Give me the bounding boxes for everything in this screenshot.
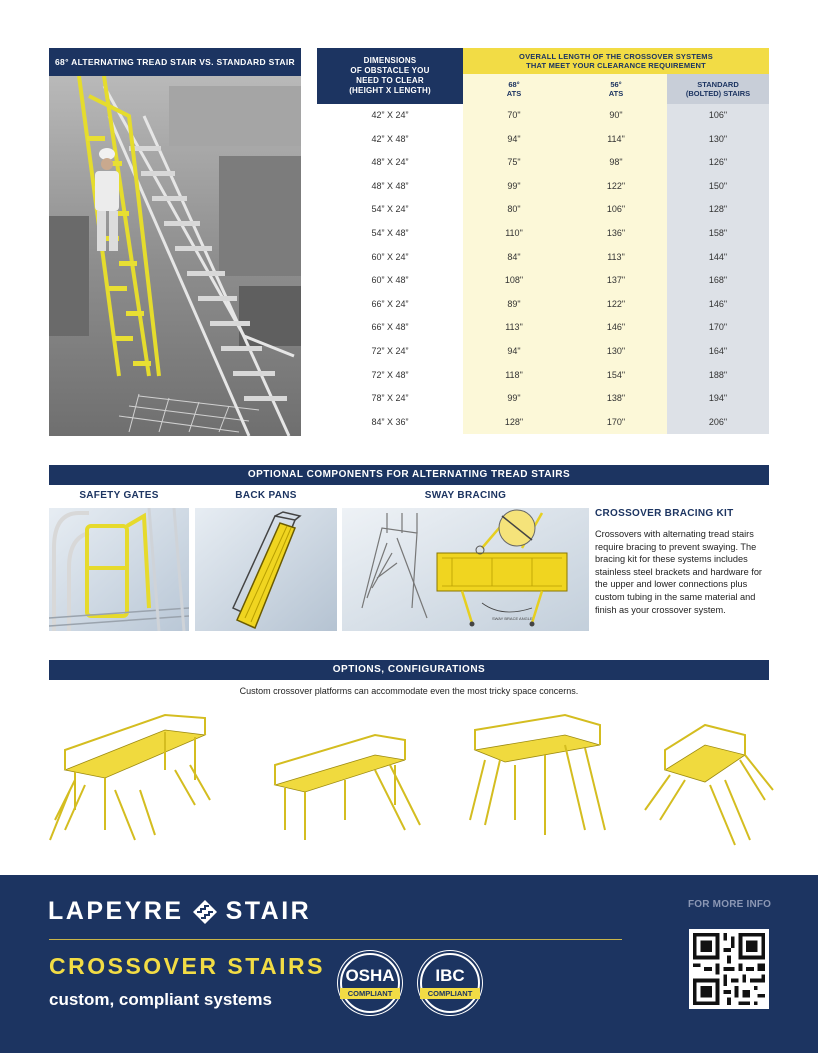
header-line: NEED TO CLEAR	[356, 76, 424, 85]
cell-dimension: 54” X 24”	[317, 198, 463, 222]
back-pans-label: BACK PANS	[235, 490, 297, 501]
cell-56-ats: 146"	[565, 316, 667, 340]
table-header-dimensions	[317, 48, 463, 104]
table-row	[317, 316, 769, 340]
cell-56-ats: 154"	[565, 364, 667, 388]
components-section-bar: OPTIONAL COMPONENTS FOR ALTERNATING TREAD STAIRS	[49, 465, 769, 485]
safety-gates-label: SAFETY GATES	[79, 490, 159, 501]
table-row	[317, 411, 769, 435]
cell-68-ats: 75"	[463, 151, 565, 175]
cell-68-ats: 99"	[463, 175, 565, 199]
header-line: THAT MEET YOUR CLEARANCE REQUIREMENT	[526, 61, 706, 70]
table-row	[317, 364, 769, 388]
cell-standard: 170"	[667, 316, 769, 340]
table-row	[317, 128, 769, 152]
header-line: (HEIGHT X LENGTH)	[349, 86, 431, 95]
header-line: (BOLTED) STAIRS	[685, 89, 751, 98]
footer	[0, 875, 818, 1053]
osha-badge-ribbon: COMPLIANT	[340, 988, 400, 999]
more-info-label: FOR MORE INFO	[688, 899, 772, 910]
cell-standard: 194"	[667, 387, 769, 411]
cell-56-ats: 106"	[565, 198, 667, 222]
cell-standard: 128"	[667, 198, 769, 222]
qr-code[interactable]	[689, 929, 769, 1009]
osha-badge-text: OSHA	[345, 966, 395, 985]
ibc-badge-text: IBC	[435, 966, 465, 985]
cell-68-ats: 128"	[463, 411, 565, 435]
logo-text-left: LAPEYRE	[48, 897, 184, 925]
cell-68-ats: 110"	[463, 222, 565, 246]
table-row	[317, 269, 769, 293]
options-section-bar: OPTIONS, CONFIGURATIONS	[49, 660, 769, 680]
footer-subtitle: custom, compliant systems	[49, 990, 272, 1009]
header-line: DIMENSIONS	[363, 56, 417, 65]
table-body	[317, 104, 769, 434]
osha-compliant-badge	[340, 953, 400, 1013]
crossover-configurations-illustration	[45, 710, 775, 860]
sway-brace-angle-text: SWAY BRACE ANGLE	[492, 616, 533, 621]
table-row	[317, 387, 769, 411]
header-line: 68°	[508, 80, 520, 89]
cell-56-ats: 90"	[565, 104, 667, 128]
cell-56-ats: 136"	[565, 222, 667, 246]
cell-dimension: 54” X 48”	[317, 222, 463, 246]
cell-56-ats: 114"	[565, 128, 667, 152]
cell-68-ats: 94"	[463, 128, 565, 152]
back-pans-image	[195, 508, 337, 631]
cell-standard: 146"	[667, 293, 769, 317]
logo-text-right: STAIR	[225, 897, 312, 925]
table-row	[317, 175, 769, 199]
clearance-table	[317, 48, 769, 435]
header-line: 56°	[610, 80, 622, 89]
bracing-kit-title: CROSSOVER BRACING KIT	[595, 508, 734, 519]
cell-dimension: 72” X 24”	[317, 340, 463, 364]
cell-56-ats: 137"	[565, 269, 667, 293]
table-row	[317, 151, 769, 175]
cell-standard: 158"	[667, 222, 769, 246]
lapeyre-stair-logo	[48, 897, 311, 926]
cell-dimension: 78” X 24”	[317, 387, 463, 411]
cell-standard: 206"	[667, 411, 769, 435]
stair-photo-illustration	[49, 76, 301, 436]
sway-bracing-label: SWAY BRACING	[424, 490, 507, 501]
cell-68-ats: 113"	[463, 316, 565, 340]
footer-title: CROSSOVER STAIRS	[49, 953, 325, 979]
table-row	[317, 246, 769, 270]
table-row	[317, 104, 769, 128]
table-header-68-ats	[463, 74, 565, 104]
cell-standard: 144"	[667, 246, 769, 270]
cell-68-ats: 94"	[463, 340, 565, 364]
footer-divider	[49, 939, 622, 940]
cell-56-ats: 113"	[565, 246, 667, 270]
table-header-56-ats	[565, 74, 667, 104]
cell-68-ats: 80"	[463, 198, 565, 222]
cell-dimension: 60” X 48”	[317, 269, 463, 293]
table-row	[317, 293, 769, 317]
cell-standard: 126"	[667, 151, 769, 175]
photo-header: 68° ALTERNATING TREAD STAIR VS. STANDARD STAIR	[49, 48, 301, 76]
header-line: OF OBSTACLE YOU	[350, 66, 430, 75]
stair-comparison-photo	[49, 48, 301, 436]
header-line: STANDARD	[697, 80, 739, 89]
cell-56-ats: 138"	[565, 387, 667, 411]
cell-standard: 168"	[667, 269, 769, 293]
cell-dimension: 66” X 48”	[317, 316, 463, 340]
cell-dimension: 42” X 24”	[317, 104, 463, 128]
stair-logo-icon	[192, 899, 218, 925]
cell-dimension: 60” X 24”	[317, 246, 463, 270]
cell-standard: 150"	[667, 175, 769, 199]
table-header-overall-length	[463, 48, 769, 74]
cell-standard: 106"	[667, 104, 769, 128]
header-line: OVERALL LENGTH OF THE CROSSOVER SYSTEMS	[519, 52, 713, 61]
safety-gates-image	[49, 508, 189, 631]
cell-dimension: 42” X 48”	[317, 128, 463, 152]
table-row	[317, 222, 769, 246]
cell-dimension: 72” X 48”	[317, 364, 463, 388]
cell-dimension: 66” X 24”	[317, 293, 463, 317]
ibc-badge-ribbon: COMPLIANT	[420, 988, 480, 999]
cell-68-ats: 89"	[463, 293, 565, 317]
cell-dimension: 48” X 24”	[317, 151, 463, 175]
cell-68-ats: 70"	[463, 104, 565, 128]
cell-56-ats: 98"	[565, 151, 667, 175]
bracing-kit-description: Crossovers with alternating tread stairs require bracing to prevent swaying. The bracing kit for these systems includes stainless steel brackets and hardware for the upper and lower connections plus custom tubing in the same material and finish as your crossover system.	[595, 529, 762, 615]
cell-56-ats: 122"	[565, 175, 667, 199]
options-subtitle: Custom crossover platforms can accommodate even the most tricky space concerns.	[239, 686, 579, 696]
table-row	[317, 198, 769, 222]
ibc-compliant-badge	[420, 953, 480, 1013]
cell-standard: 188"	[667, 364, 769, 388]
header-line: ATS	[506, 89, 522, 98]
sway-bracing-image	[342, 508, 589, 631]
cell-56-ats: 122"	[565, 293, 667, 317]
cell-68-ats: 99"	[463, 387, 565, 411]
cell-68-ats: 84"	[463, 246, 565, 270]
cell-68-ats: 118"	[463, 364, 565, 388]
table-header-standard-stairs	[667, 74, 769, 104]
header-line: ATS	[608, 89, 624, 98]
cell-56-ats: 170"	[565, 411, 667, 435]
cell-dimension: 84” X 36”	[317, 411, 463, 435]
table-row	[317, 340, 769, 364]
cell-standard: 164"	[667, 340, 769, 364]
cell-56-ats: 130"	[565, 340, 667, 364]
cell-68-ats: 108"	[463, 269, 565, 293]
cell-dimension: 48” X 48”	[317, 175, 463, 199]
cell-standard: 130"	[667, 128, 769, 152]
